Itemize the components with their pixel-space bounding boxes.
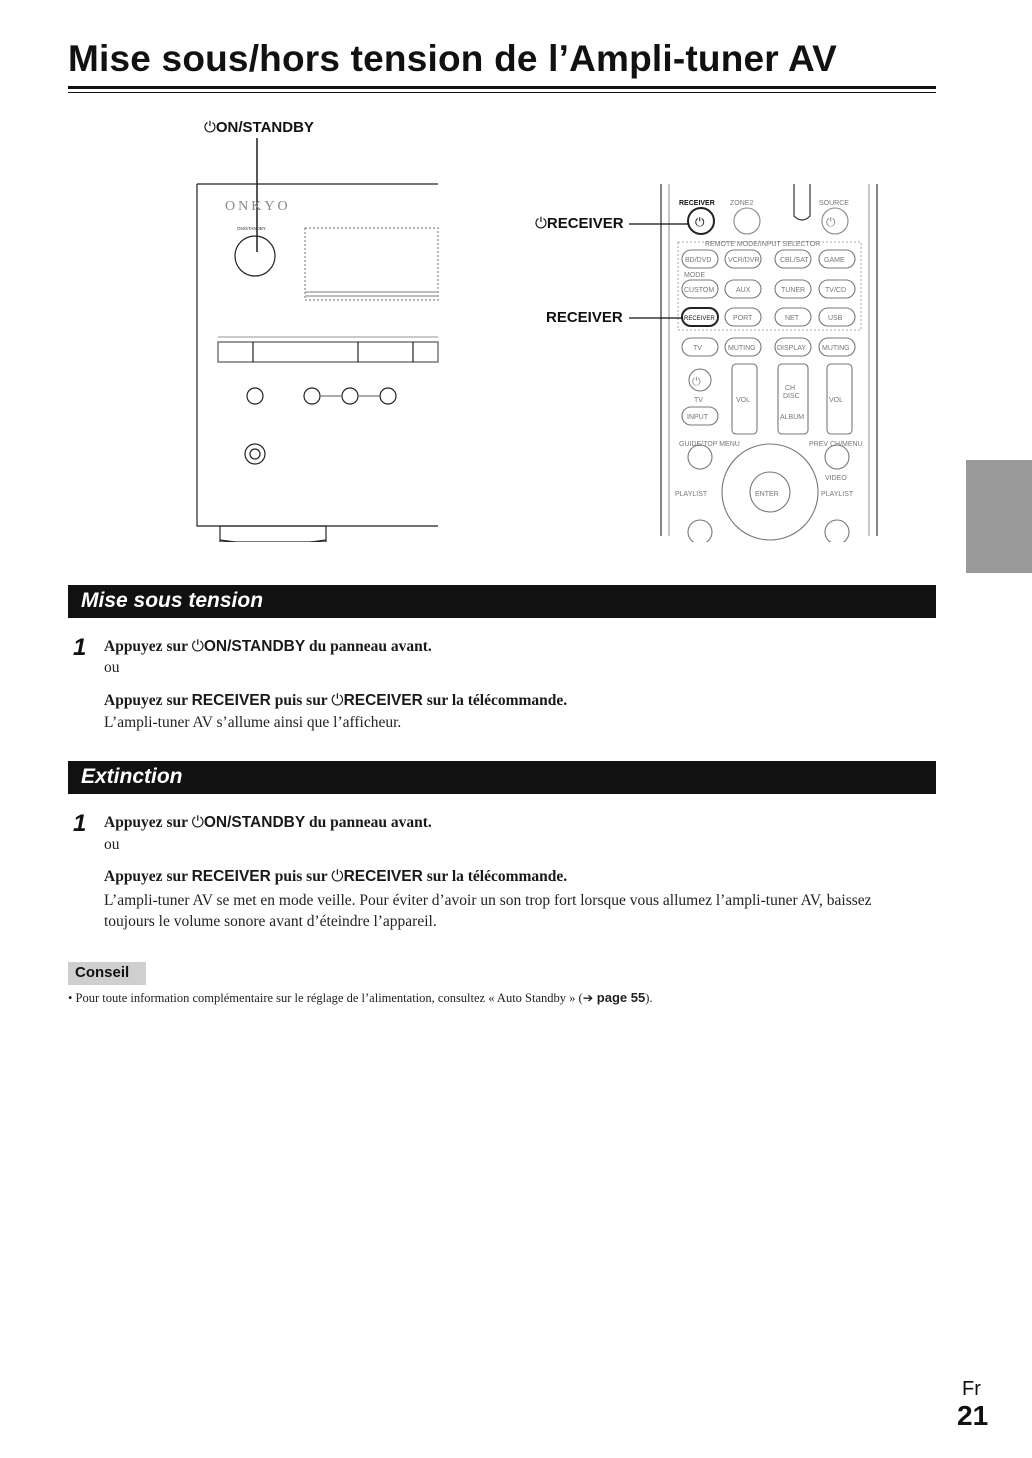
svg-text:GUIDE/TOP MENU: GUIDE/TOP MENU: [679, 441, 740, 448]
svg-text:TV/CD: TV/CD: [825, 287, 846, 294]
step-instruction: Appuyez sur ⏻ON/STANDBY du panneau avant.: [104, 638, 432, 655]
svg-text:DISPLAY: DISPLAY: [777, 345, 807, 352]
page-number: 21: [957, 1400, 989, 1431]
svg-text:AUX: AUX: [736, 287, 751, 294]
svg-text:TV: TV: [694, 397, 703, 404]
svg-text:GAME: GAME: [824, 257, 845, 264]
svg-text:PORT: PORT: [733, 315, 753, 322]
device-drawing: [195, 112, 885, 542]
svg-text:PREV CH/MENU: PREV CH/MENU: [809, 441, 863, 448]
receiver-power-callout: ⏻RECEIVER: [535, 215, 624, 232]
step-result: L’ampli-tuner AV s’allume ainsi que l’afficheur.: [104, 714, 402, 731]
svg-text:ENTER: ENTER: [755, 491, 779, 498]
tip-label: Conseil: [68, 962, 146, 985]
front-panel: [197, 184, 438, 542]
svg-text:ZONE2: ZONE2: [730, 200, 754, 207]
power-icon: ⏻: [191, 814, 204, 831]
step-alternative: Appuyez sur RECEIVER puis sur ⏻RECEIVER sur la télécommande.: [104, 868, 568, 885]
remote-control: [661, 184, 877, 542]
svg-text:⏻: ⏻: [692, 375, 701, 388]
page-title: Mise sous/hors tension de l’Ampli-tuner AV: [68, 38, 838, 79]
on-standby-callout: ⏻ON/STANDBY: [204, 119, 314, 136]
section-heading-power-off: Extinction: [68, 761, 936, 794]
svg-text:CH: CH: [785, 385, 796, 392]
svg-text:⏻: ⏻: [695, 215, 705, 229]
power-icon: ⏻: [331, 692, 344, 709]
onkyo-logo: ONKYO: [225, 199, 291, 214]
receiver-callout: RECEIVER: [546, 309, 623, 326]
or-text: ou: [104, 659, 120, 676]
svg-text:ON/STANDBY: ON/STANDBY: [237, 226, 266, 231]
svg-text:RECEIVER: RECEIVER: [684, 316, 715, 322]
svg-text:INPUT: INPUT: [687, 414, 708, 421]
svg-text:NET: NET: [785, 315, 799, 322]
svg-text:ALBUM: ALBUM: [780, 414, 805, 421]
step-number: 1: [73, 634, 87, 661]
step-number: 1: [73, 810, 87, 837]
svg-text:VIDEO: VIDEO: [825, 475, 847, 482]
power-icon: ⏻: [535, 215, 547, 232]
svg-text:CBL/SAT: CBL/SAT: [780, 257, 809, 264]
svg-text:VOL: VOL: [736, 397, 751, 404]
step-instruction: Appuyez sur ⏻ON/STANDBY du panneau avant.: [104, 814, 432, 831]
page-link[interactable]: page 55: [593, 990, 646, 1005]
section-heading-power-on: Mise sous tension: [68, 585, 936, 618]
svg-text:TUNER: TUNER: [781, 287, 806, 294]
svg-text:TV: TV: [693, 345, 702, 352]
svg-text:MUTING: MUTING: [822, 345, 850, 352]
svg-text:USB: USB: [828, 315, 843, 322]
svg-text:⏻: ⏻: [826, 215, 836, 229]
power-icon: ⏻: [204, 119, 216, 136]
svg-text:VOL: VOL: [829, 397, 844, 404]
svg-text:PLAYLIST: PLAYLIST: [675, 491, 708, 498]
title-rule: [68, 86, 936, 89]
svg-text:SOURCE: SOURCE: [819, 200, 849, 207]
arrow-icon: ➔: [582, 990, 594, 1005]
svg-text:MUTING: MUTING: [728, 345, 756, 352]
power-icon: ⏻: [331, 868, 344, 885]
svg-text:MODE: MODE: [684, 272, 705, 279]
tip-text: • Pour toute information complémentaire sur le réglage de l’alimentation, consultez « Auto Standby » (➔ page 55).: [68, 990, 653, 1005]
svg-text:REMOTE MODE/INPUT SELECTOR: REMOTE MODE/INPUT SELECTOR: [705, 241, 821, 248]
svg-text:PLAYLIST: PLAYLIST: [821, 491, 854, 498]
svg-text:CUSTOM: CUSTOM: [684, 287, 715, 294]
svg-text:VCR/DVR: VCR/DVR: [728, 257, 760, 264]
svg-text:DISC: DISC: [783, 393, 800, 400]
svg-text:RECEIVER: RECEIVER: [679, 200, 715, 207]
svg-text:BD/DVD: BD/DVD: [685, 257, 712, 264]
chapter-tab: [966, 460, 1032, 573]
power-icon: ⏻: [191, 638, 204, 655]
title-rule-thin: [68, 92, 936, 93]
language-code: Fr: [962, 1378, 981, 1400]
power-illustration: [195, 112, 885, 542]
step-alternative: Appuyez sur RECEIVER puis sur ⏻RECEIVER sur la télécommande.: [104, 692, 568, 709]
step-result: L’ampli-tuner AV se met en mode veille. Pour éviter d’avoir un son trop fort lorsque vous allumez l’ampli-tuner AV, baissez toujours le volume sonore avant d’éteindre l’appareil.: [104, 892, 872, 930]
or-text: ou: [104, 836, 120, 853]
